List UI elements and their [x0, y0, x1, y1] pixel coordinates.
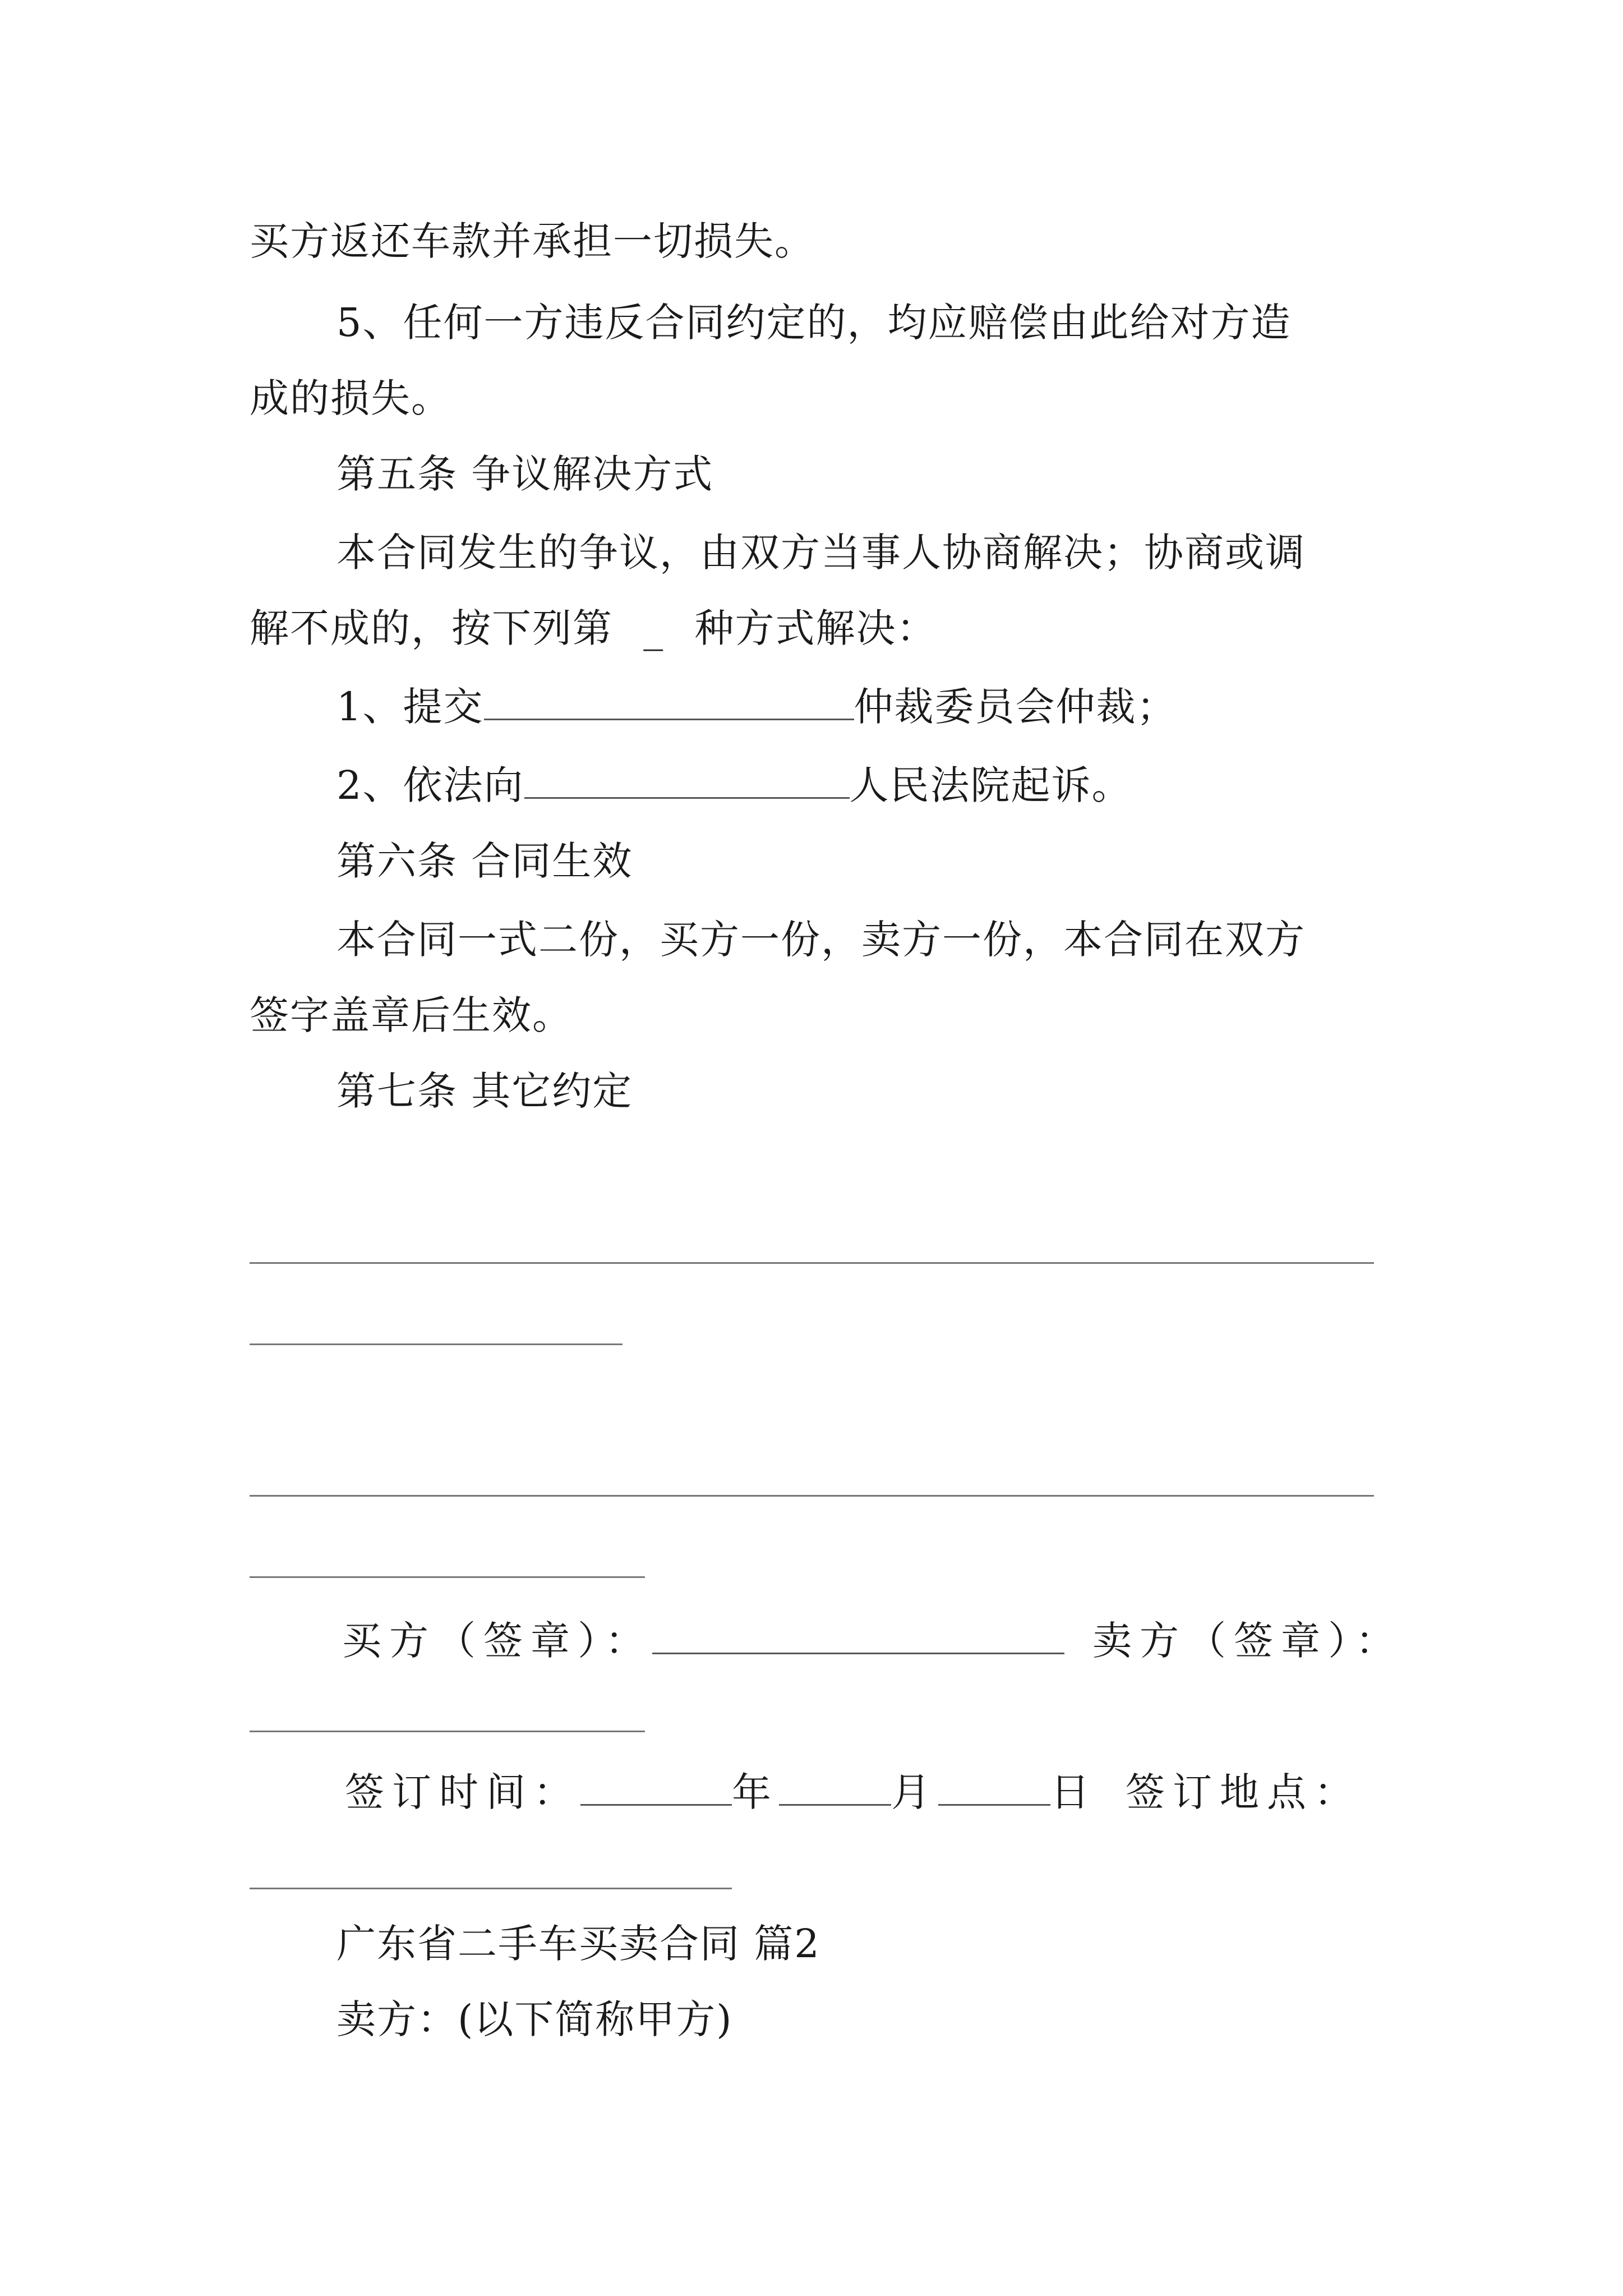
buyer-signature-blank: [652, 1618, 1064, 1654]
sign-place-label: 签订地点：: [1126, 1769, 1361, 1815]
seller-signature-blank: [250, 1731, 645, 1732]
signature-line: [342, 1616, 1403, 1666]
fill-line: [250, 1576, 645, 1578]
fill-line: [250, 1495, 1374, 1497]
section-heading-6: 第六条 合同生效: [336, 838, 633, 884]
sign-date-line: [345, 1767, 1361, 1818]
buyer-signature-label: 买方（签章）：: [342, 1618, 652, 1664]
text-segment: 1、提交: [336, 684, 484, 730]
paragraph-line: 成的损失。: [250, 375, 451, 421]
sign-time-label: 签订时间：: [345, 1769, 580, 1815]
fill-blank: [524, 762, 850, 799]
day-blank: [938, 1769, 1050, 1806]
fill-line: [250, 1262, 1374, 1264]
paragraph-line: 本合同一式二份，买方一份，卖方一份，本合同在双方: [336, 917, 1306, 963]
day-label: 日: [1050, 1769, 1098, 1815]
seller-signature-label: 卖方（签章）：: [1092, 1618, 1403, 1664]
text-segment: 2、依法向: [336, 762, 524, 808]
year-label: 年: [732, 1769, 779, 1815]
seller-intro-line: 卖方：(以下简称甲方): [336, 1996, 733, 2042]
text-segment: 种方式解决：: [694, 605, 937, 651]
option-2-line: [336, 760, 1132, 811]
section-heading-5: 第五条 争议解决方式: [336, 451, 714, 497]
contract-heading-2: 广东省二手车买卖合同 篇2: [336, 1921, 820, 1967]
paragraph-line: 买方返还车款并承担一切损失。: [250, 218, 815, 264]
text-segment: 解不成的，按下列第: [250, 605, 613, 651]
paragraph-line: [250, 603, 937, 654]
choice-blank: _: [643, 605, 665, 651]
paragraph-line: 本合同发生的争议，由双方当事人协商解决；协商或调: [336, 530, 1306, 576]
fill-line: [250, 1343, 623, 1345]
option-1-line: [336, 682, 1177, 732]
sign-place-blank: [250, 1888, 732, 1889]
month-blank: [779, 1769, 891, 1806]
clause-5-line: 5、任何一方违反合同约定的，均应赔偿由此给对方造: [336, 300, 1292, 346]
fill-blank: [484, 684, 854, 720]
section-heading-7: 第七条 其它约定: [336, 1068, 633, 1114]
text-segment: 仲裁委员会仲裁；: [854, 684, 1177, 730]
paragraph-line: 签字盖章后生效。: [250, 992, 573, 1038]
year-blank: [580, 1769, 732, 1806]
month-label: 月: [891, 1769, 938, 1815]
text-segment: 人民法院起诉。: [849, 762, 1132, 808]
